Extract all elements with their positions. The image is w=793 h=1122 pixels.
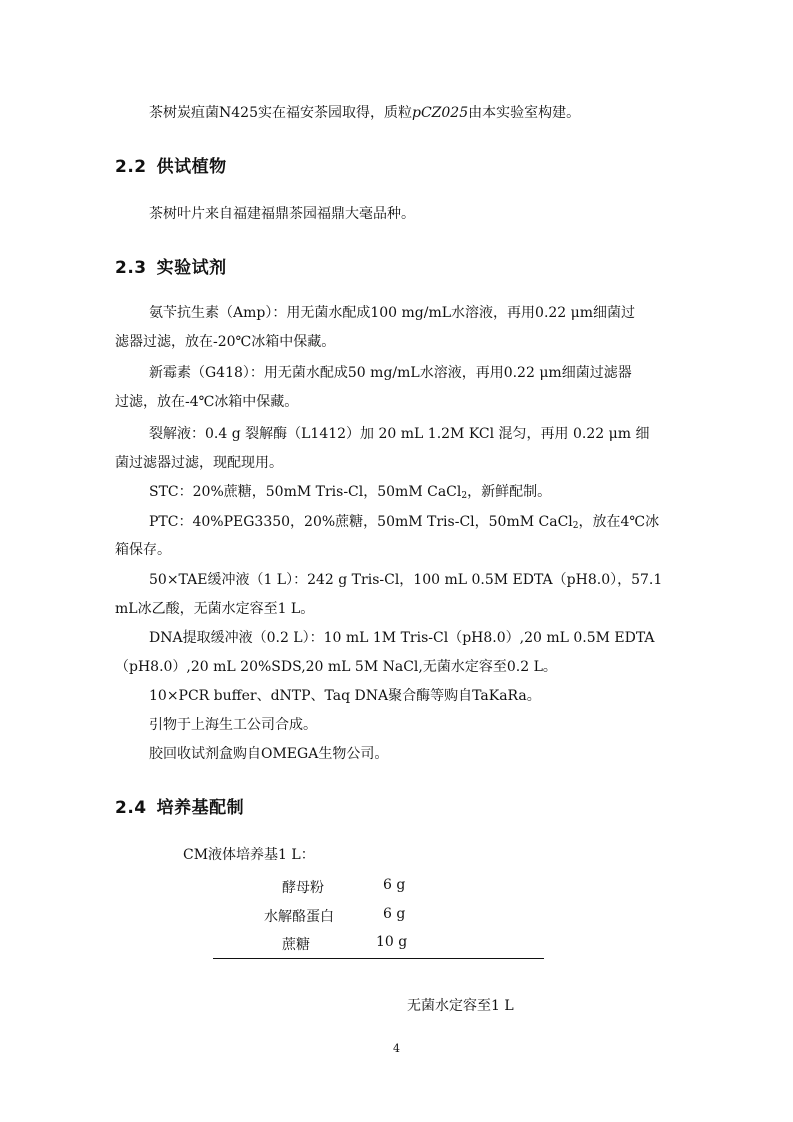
reagent-line: DNA提取缓冲液（0.2 L）：10 mL 1M Tris-Cl（pH8.0）,20 mL 0.5M EDTA xyxy=(149,630,655,646)
section-heading-2-2 xyxy=(115,152,227,177)
subscript-2: 2 xyxy=(572,521,579,531)
reagent-line: 新霉素（G418）：用无菌水配成50 mg/mL水溶液，再用0.22 μm细菌过滤器 xyxy=(149,365,632,381)
table-row xyxy=(282,934,310,954)
medium-title: CM液体培养基1 L： xyxy=(183,847,315,863)
reagent-line: 50×TAE缓冲液（1 L）：242 g Tris-Cl，100 mL 0.5M EDTA（pH8.0），57.1 xyxy=(149,572,663,588)
ingredient-name: 蔗糖 xyxy=(282,937,310,953)
section-heading-2-3 xyxy=(115,253,227,278)
stc-text-end: ，新鲜配制。 xyxy=(467,484,552,500)
table-row xyxy=(282,877,324,897)
plant-paragraph: 茶树叶片来自福建福鼎茶园福鼎大毫品种。 xyxy=(149,206,415,222)
section-number: 2.4 xyxy=(115,798,147,818)
reagent-line: 箱保存。 xyxy=(115,542,171,558)
table-rule xyxy=(213,958,544,959)
ingredient-amount: 6 g xyxy=(383,906,406,922)
ingredient-amount: 6 g xyxy=(383,877,406,893)
section-title: 供试植物 xyxy=(156,157,227,177)
reagent-line-stc xyxy=(115,478,675,511)
reagent-line: 胶回收试剂盒购自OMEGA生物公司。 xyxy=(149,746,389,762)
reagent-line: 引物于上海生工公司合成。 xyxy=(149,717,317,733)
intro-text-end: 由本实验室构建。 xyxy=(468,105,581,121)
reagent-line: 滤器过滤，放在-20℃冰箱中保藏。 xyxy=(115,334,336,350)
section-number: 2.3 xyxy=(115,258,147,278)
section-title: 实验试剂 xyxy=(156,258,227,278)
reagent-line: 菌过滤器过滤，现配现用。 xyxy=(115,455,283,471)
reagent-line: 氨苄抗生素（Amp）：用无菌水配成100 mg/mL水溶液，再用0.22 μm细菌过 xyxy=(149,305,636,321)
ingredient-name: 水解酪蛋白 xyxy=(264,909,334,925)
reagent-line: （pH8.0）,20 mL 20%SDS,20 mL 5M NaCl,无菌水定容至0.2 L。 xyxy=(115,659,557,675)
ingredient-amount: 10 g xyxy=(376,934,408,950)
reagent-line: 过滤，放在-4℃冰箱中保藏。 xyxy=(115,394,299,410)
plasmid-name: pCZ025 xyxy=(411,105,469,121)
section-number: 2.2 xyxy=(115,157,147,177)
reagent-line: 裂解液：0.4 g 裂解酶（L1412）加 20 mL 1.2M KCl 混匀，再用 0.22 μm 细 xyxy=(149,426,650,442)
reagent-line: 10×PCR buffer、dNTP、Taq DNA聚合酶等购自TaKaRa。 xyxy=(149,688,541,704)
table-row xyxy=(264,906,334,926)
table-footer-note: 无菌水定容至1 L xyxy=(407,998,514,1014)
page-number: 4 xyxy=(393,1042,400,1055)
intro-text: 茶树炭疽菌N425实在福安茶园取得，质粒 xyxy=(149,105,412,121)
ingredient-name: 酵母粉 xyxy=(282,880,324,896)
ptc-text: PTC：40%PEG3350，20%蔗糖，50mM Tris-Cl，50mM CaCl xyxy=(149,514,573,530)
intro-paragraph xyxy=(115,99,675,128)
stc-text: STC：20%蔗糖，50mM Tris-Cl，50mM CaCl xyxy=(149,484,462,500)
section-title: 培养基配制 xyxy=(156,798,245,818)
ptc-text-end: ，放在4℃冰 xyxy=(578,514,660,530)
section-heading-2-4 xyxy=(115,793,244,818)
subscript-2: 2 xyxy=(461,491,468,501)
reagent-line: mL冰乙酸，无菌水定容至1 L。 xyxy=(115,601,315,617)
